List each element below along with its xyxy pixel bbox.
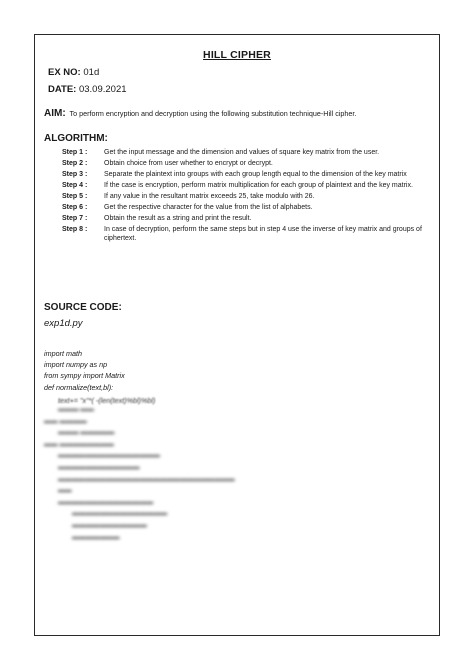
document-title: HILL CIPHER (203, 49, 271, 61)
step-item (62, 159, 432, 168)
ex-no-line (48, 67, 99, 78)
step-item (62, 203, 432, 212)
step-label: Step 8 : (62, 226, 88, 233)
step-item (62, 181, 432, 190)
source-code-heading: SOURCE CODE: (44, 302, 122, 313)
aim-text: To perform encryption and decryption using the following substitution technique-Hill cipher. (69, 109, 357, 118)
step-text: In case of decryption, perform the same steps but in step 4 use the inverse of key matrix and groups of ciphertext. (104, 226, 422, 243)
code-line: from sympy import Matrix (44, 371, 125, 381)
code-line-partial: text+= "x"*( -(len(text)%bl)%bl) (58, 396, 156, 405)
step-label: Step 7 : (62, 215, 88, 222)
step-label: Step 2 : (62, 160, 88, 167)
date-value: 03.09.2021 (78, 84, 127, 95)
code-block (44, 348, 125, 393)
step-label: Step 3 : (62, 171, 88, 178)
step-text: Separate the plaintext into groups with each group length equal to the dimension of the key matrix (104, 171, 407, 178)
step-item (62, 148, 432, 157)
step-label: Step 5 : (62, 193, 88, 200)
step-text: Get the respective character for the value from the list of alphabets. (104, 204, 313, 211)
step-item (62, 170, 432, 179)
aim-section (44, 108, 444, 119)
code-line: import numpy as np (44, 360, 108, 370)
aim-label: AIM: (44, 108, 66, 119)
step-item (62, 225, 432, 244)
date-label: DATE: (48, 84, 77, 95)
step-label: Step 1 : (62, 149, 88, 156)
code-line: import math (44, 349, 82, 358)
algorithm-steps (62, 148, 432, 245)
step-text: Obtain the result as a string and print the result. (104, 215, 252, 222)
step-item (62, 192, 432, 201)
step-text: Get the input message and the dimension and values of square key matrix from the user. (104, 149, 380, 156)
algorithm-heading: ALGORITHM: (44, 133, 108, 144)
step-item (62, 214, 432, 223)
blurred-code-region: ▬▬▬ ▬▬ ▬▬ ▬▬▬▬ ▬▬▬ ▬▬▬▬▬ ▬▬ ▬▬▬▬▬▬▬▬ ▬▬▬▬▬▬▬▬▬▬▬▬▬▬▬ ▬▬▬▬▬▬▬▬▬▬▬▬ ▬▬▬▬▬▬▬▬▬▬▬▬▬▬▬▬▬▬▬▬▬▬▬▬▬▬ ▬▬ ▬▬▬▬▬▬▬▬▬▬▬▬▬▬ ▬▬▬▬▬▬▬▬▬▬▬▬▬▬ ▬▬▬▬▬▬▬▬▬▬▬ ▬▬▬▬▬▬▬ (44, 406, 235, 541)
step-text: Obtain choice from user whether to encrypt or decrypt. (104, 160, 273, 167)
step-label: Step 6 : (62, 204, 88, 211)
page-border (34, 34, 440, 636)
step-text: If any value in the resultant matrix exceeds 25, take modulo with 26. (104, 193, 315, 200)
ex-no-value: 01d (83, 67, 100, 78)
code-line: def normalize(text,bl): (44, 382, 114, 392)
source-filename: exp1d.py (44, 318, 83, 329)
step-label: Step 4 : (62, 182, 88, 189)
step-text: If the case is encryption, perform matrix multiplication for each group of plaintext and the key matrix. (104, 182, 413, 189)
date-line (48, 84, 127, 95)
ex-no-label: EX NO: (48, 67, 81, 78)
